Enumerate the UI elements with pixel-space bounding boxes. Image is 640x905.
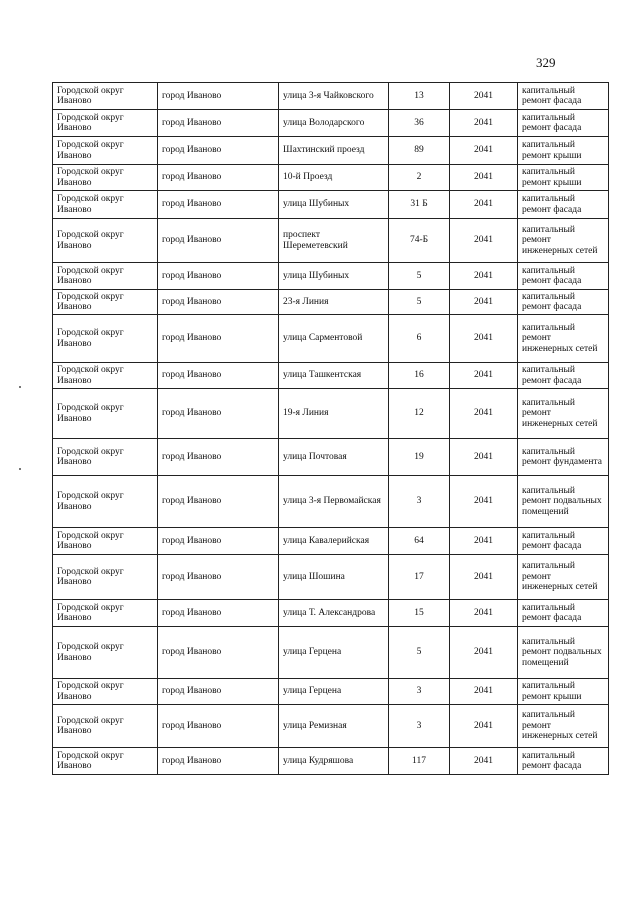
city-cell: город Иваново xyxy=(158,290,279,315)
okrug-cell: Городской округ Иваново xyxy=(53,389,158,439)
year-cell: 2041 xyxy=(450,389,518,439)
street-cell: 19-я Линия xyxy=(279,389,389,439)
okrug-cell: Городской округ Иваново xyxy=(53,627,158,679)
house-number-cell: 13 xyxy=(389,83,450,110)
city-cell: город Иваново xyxy=(158,219,279,263)
street-cell: улица Сарментовой xyxy=(279,315,389,363)
year-cell: 2041 xyxy=(450,476,518,528)
year-cell: 2041 xyxy=(450,191,518,219)
year-cell: 2041 xyxy=(450,748,518,775)
city-cell: город Иваново xyxy=(158,389,279,439)
work-type-cell: капитальный ремонт инженерных сетей xyxy=(518,705,609,748)
work-type-cell: капитальный ремонт фасада xyxy=(518,191,609,219)
okrug-cell: Городской округ Иваново xyxy=(53,748,158,775)
house-number-cell: 89 xyxy=(389,137,450,165)
year-cell: 2041 xyxy=(450,263,518,290)
year-cell: 2041 xyxy=(450,110,518,137)
city-cell: город Иваново xyxy=(158,165,279,191)
house-number-cell: 3 xyxy=(389,679,450,705)
work-type-cell: капитальный ремонт инженерных сетей xyxy=(518,389,609,439)
table-row xyxy=(53,363,609,389)
okrug-cell: Городской округ Иваново xyxy=(53,600,158,627)
city-cell: город Иваново xyxy=(158,83,279,110)
city-cell: город Иваново xyxy=(158,191,279,219)
work-type-cell: капитальный ремонт фасада xyxy=(518,363,609,389)
city-cell: город Иваново xyxy=(158,748,279,775)
work-type-cell: капитальный ремонт инженерных сетей xyxy=(518,219,609,263)
year-cell: 2041 xyxy=(450,137,518,165)
table-row xyxy=(53,315,609,363)
work-type-cell: капитальный ремонт инженерных сетей xyxy=(518,555,609,600)
house-number-cell: 6 xyxy=(389,315,450,363)
okrug-cell: Городской округ Иваново xyxy=(53,219,158,263)
year-cell: 2041 xyxy=(450,705,518,748)
table-row xyxy=(53,679,609,705)
street-cell: улица Кудряшова xyxy=(279,748,389,775)
okrug-cell: Городской округ Иваново xyxy=(53,315,158,363)
table-row xyxy=(53,555,609,600)
table-row xyxy=(53,263,609,290)
work-type-cell: капитальный ремонт фасада xyxy=(518,263,609,290)
year-cell: 2041 xyxy=(450,165,518,191)
page-number: 329 xyxy=(536,55,556,70)
work-type-cell: капитальный ремонт фасада xyxy=(518,83,609,110)
table-row xyxy=(53,83,609,110)
work-type-cell: капитальный ремонт фасада xyxy=(518,290,609,315)
house-number-cell: 2 xyxy=(389,165,450,191)
year-cell: 2041 xyxy=(450,439,518,476)
work-type-cell: капитальный ремонт фундамента xyxy=(518,439,609,476)
city-cell: город Иваново xyxy=(158,110,279,137)
work-type-cell: капитальный ремонт подвальных помещений xyxy=(518,476,609,528)
house-number-cell: 117 xyxy=(389,748,450,775)
house-number-cell: 5 xyxy=(389,290,450,315)
street-cell: проспект Шереметевский xyxy=(279,219,389,263)
okrug-cell: Городской округ Иваново xyxy=(53,555,158,600)
okrug-cell: Городской округ Иваново xyxy=(53,363,158,389)
okrug-cell: Городской округ Иваново xyxy=(53,476,158,528)
street-cell: улица Ташкентская xyxy=(279,363,389,389)
okrug-cell: Городской округ Иваново xyxy=(53,679,158,705)
work-type-cell: капитальный ремонт крыши xyxy=(518,165,609,191)
city-cell: город Иваново xyxy=(158,679,279,705)
year-cell: 2041 xyxy=(450,219,518,263)
table-row xyxy=(53,528,609,555)
street-cell: улица 3-я Первомайская xyxy=(279,476,389,528)
work-type-cell: капитальный ремонт инженерных сетей xyxy=(518,315,609,363)
table-row xyxy=(53,110,609,137)
street-cell: улица Шошина xyxy=(279,555,389,600)
table-row xyxy=(53,191,609,219)
okrug-cell: Городской округ Иваново xyxy=(53,191,158,219)
street-cell: улица Т. Александрова xyxy=(279,600,389,627)
street-cell: улица 3-я Чайковского xyxy=(279,83,389,110)
street-cell: Шахтинский проезд xyxy=(279,137,389,165)
street-cell: улица Почтовая xyxy=(279,439,389,476)
street-cell: улица Герцена xyxy=(279,679,389,705)
house-number-cell: 16 xyxy=(389,363,450,389)
street-cell: улица Шубиных xyxy=(279,263,389,290)
house-number-cell: 31 Б xyxy=(389,191,450,219)
work-type-cell: капитальный ремонт фасада xyxy=(518,110,609,137)
year-cell: 2041 xyxy=(450,600,518,627)
table-row xyxy=(53,600,609,627)
city-cell: город Иваново xyxy=(158,476,279,528)
year-cell: 2041 xyxy=(450,83,518,110)
street-cell: 10-й Проезд xyxy=(279,165,389,191)
street-cell: 23-я Линия xyxy=(279,290,389,315)
work-type-cell: капитальный ремонт крыши xyxy=(518,137,609,165)
table-row xyxy=(53,165,609,191)
year-cell: 2041 xyxy=(450,528,518,555)
house-number-cell: 3 xyxy=(389,476,450,528)
house-number-cell: 64 xyxy=(389,528,450,555)
house-number-cell: 15 xyxy=(389,600,450,627)
okrug-cell: Городской округ Иваново xyxy=(53,528,158,555)
okrug-cell: Городской округ Иваново xyxy=(53,137,158,165)
table-row xyxy=(53,290,609,315)
work-type-cell: капитальный ремонт фасада xyxy=(518,748,609,775)
work-type-cell: капитальный ремонт крыши xyxy=(518,679,609,705)
table-row xyxy=(53,627,609,679)
year-cell: 2041 xyxy=(450,555,518,600)
street-cell: улица Кавалерийская xyxy=(279,528,389,555)
table-row xyxy=(53,137,609,165)
table-row xyxy=(53,389,609,439)
table-body xyxy=(53,83,609,775)
table-row xyxy=(53,705,609,748)
table-row xyxy=(53,219,609,263)
margin-mark xyxy=(19,468,21,470)
house-number-cell: 17 xyxy=(389,555,450,600)
table-row xyxy=(53,439,609,476)
house-number-cell: 12 xyxy=(389,389,450,439)
house-number-cell: 74-Б xyxy=(389,219,450,263)
city-cell: город Иваново xyxy=(158,363,279,389)
okrug-cell: Городской округ Иваново xyxy=(53,110,158,137)
okrug-cell: Городской округ Иваново xyxy=(53,263,158,290)
street-cell: улица Ремизная xyxy=(279,705,389,748)
year-cell: 2041 xyxy=(450,315,518,363)
house-number-cell: 3 xyxy=(389,705,450,748)
city-cell: город Иваново xyxy=(158,528,279,555)
okrug-cell: Городской округ Иваново xyxy=(53,290,158,315)
table-row xyxy=(53,476,609,528)
city-cell: город Иваново xyxy=(158,439,279,476)
city-cell: город Иваново xyxy=(158,555,279,600)
year-cell: 2041 xyxy=(450,363,518,389)
housing-repair-table xyxy=(52,82,609,775)
street-cell: улица Володарского xyxy=(279,110,389,137)
house-number-cell: 19 xyxy=(389,439,450,476)
margin-mark xyxy=(19,386,21,388)
house-number-cell: 5 xyxy=(389,627,450,679)
okrug-cell: Городской округ Иваново xyxy=(53,83,158,110)
street-cell: улица Герцена xyxy=(279,627,389,679)
work-type-cell: капитальный ремонт фасада xyxy=(518,528,609,555)
city-cell: город Иваново xyxy=(158,600,279,627)
year-cell: 2041 xyxy=(450,679,518,705)
city-cell: город Иваново xyxy=(158,263,279,290)
house-number-cell: 5 xyxy=(389,263,450,290)
work-type-cell: капитальный ремонт фасада xyxy=(518,600,609,627)
year-cell: 2041 xyxy=(450,627,518,679)
city-cell: город Иваново xyxy=(158,137,279,165)
city-cell: город Иваново xyxy=(158,705,279,748)
house-number-cell: 36 xyxy=(389,110,450,137)
year-cell: 2041 xyxy=(450,290,518,315)
okrug-cell: Городской округ Иваново xyxy=(53,165,158,191)
table-row xyxy=(53,748,609,775)
street-cell: улица Шубиных xyxy=(279,191,389,219)
city-cell: город Иваново xyxy=(158,627,279,679)
city-cell: город Иваново xyxy=(158,315,279,363)
okrug-cell: Городской округ Иваново xyxy=(53,705,158,748)
okrug-cell: Городской округ Иваново xyxy=(53,439,158,476)
work-type-cell: капитальный ремонт подвальных помещений xyxy=(518,627,609,679)
